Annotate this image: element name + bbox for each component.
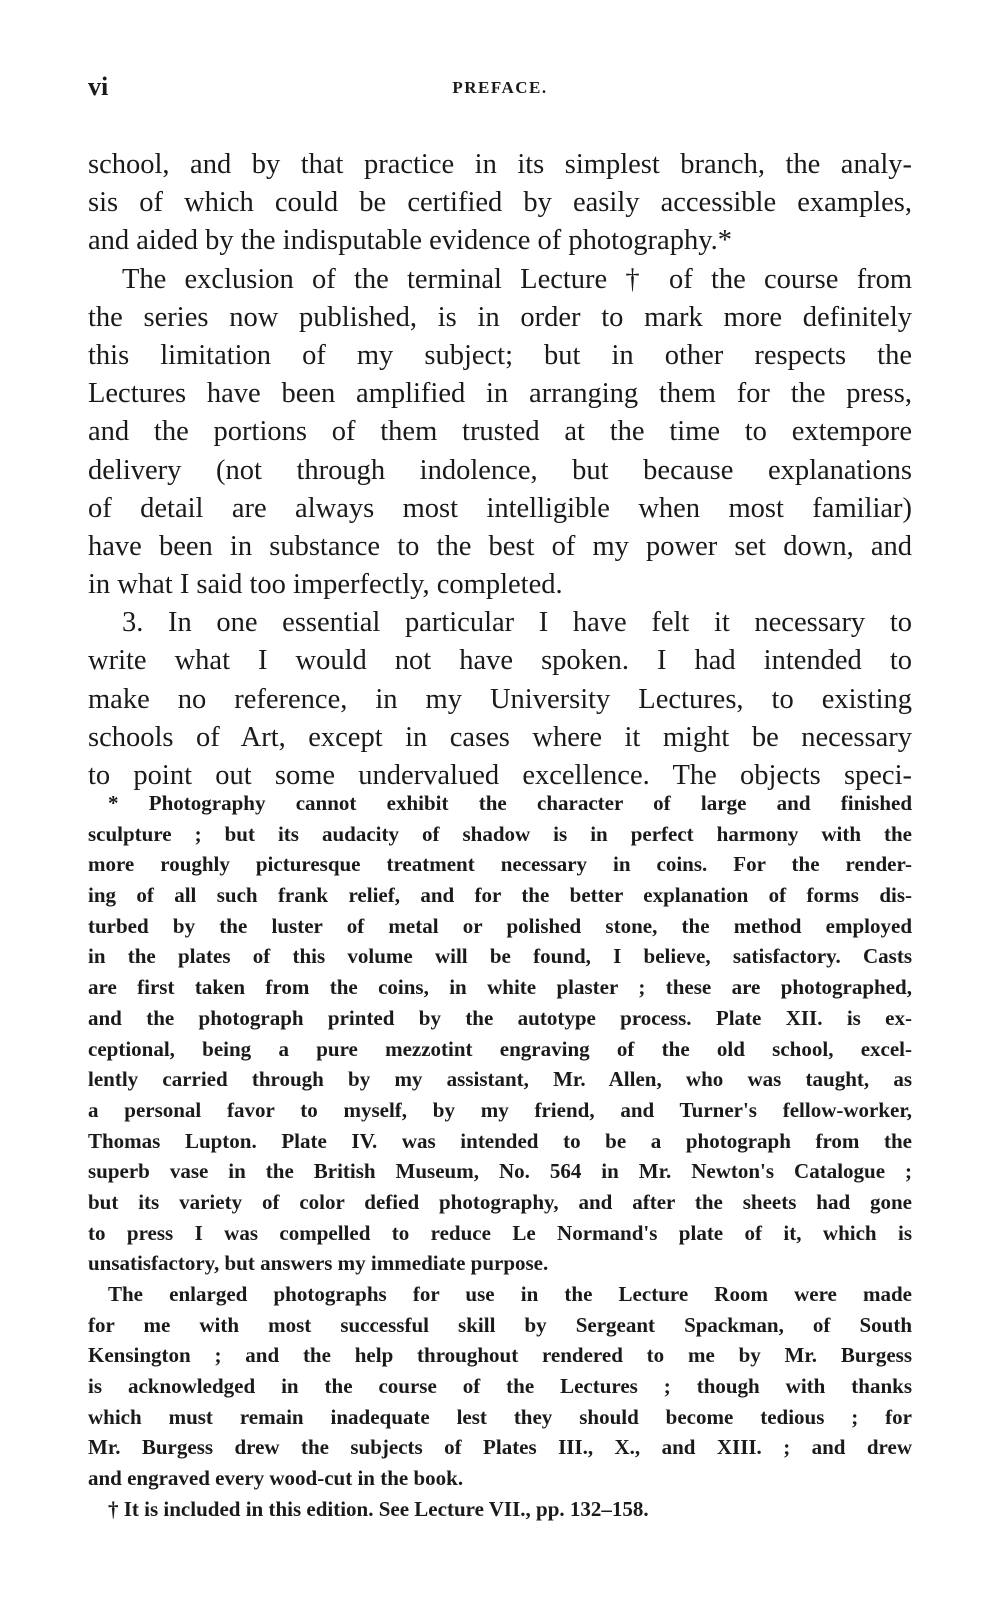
footnote-line: and the photograph printed by the autotype process. Plate XII. is ex-: [88, 1005, 912, 1030]
footnote-line: more roughly picturesque treatment necessary in coins. For the render-: [88, 852, 912, 877]
text-line: to point out some undervalued excellence. The objects speci-: [88, 760, 912, 791]
text-line: make no reference, in my University Lectures, to existing: [88, 683, 912, 715]
text-line: write what I would not have spoken. I had intended to: [88, 645, 912, 677]
text-line: sis of which could be certified by easily accessible examples,: [88, 187, 912, 219]
footnote-line: in the plates of this volume will be found, I believe, satisfactory. Casts: [88, 944, 912, 969]
text-line: the series now published, is in order to mark more definitely: [88, 301, 912, 333]
footnote-line: a personal favor to myself, by my friend, and Turner's fellow-worker,: [88, 1097, 912, 1122]
footnote-line: * Photography cannot exhibit the character of large and finished: [108, 791, 912, 815]
footnote-line: Kensington ; and the help throughout rendered to me by Mr. Burgess: [88, 1343, 912, 1368]
text-line: 3. In one essential particular I have felt it necessary to: [122, 607, 912, 639]
running-header: [88, 72, 912, 106]
text-line: of detail are always most intelligible when most familiar): [88, 492, 912, 524]
footnote-line: Mr. Burgess drew the subjects of Plates III., X., and XIII. ; and drew: [88, 1435, 912, 1460]
page-number: vi: [88, 72, 109, 101]
footnote-line: turbed by the luster of metal or polished stone, the method employed: [88, 913, 912, 938]
footnotes: [88, 788, 912, 1525]
footnote-line: is acknowledged in the course of the Lectures ; though with thanks: [88, 1374, 912, 1399]
text-line: have been in substance to the best of my power set down, and: [88, 530, 912, 562]
text-line: schools of Art, except in cases where it might be necessary: [88, 721, 912, 753]
footnote-line: but its variety of color defied photography, and after the sheets had gone: [88, 1189, 912, 1214]
text-line: delivery (not through indolence, but because explanations: [88, 454, 912, 486]
text-line: Lectures have been amplified in arranging them for the press,: [88, 378, 912, 410]
footnote-line: Thomas Lupton. Plate IV. was intended to be a photograph from the: [88, 1128, 912, 1153]
footnote-line: unsatisfactory, but answers my immediate purpose.: [88, 1251, 549, 1276]
text-line: and aided by the indisputable evidence of photography.*: [88, 225, 732, 257]
text-line: The exclusion of the terminal Lecture † of the course from: [122, 263, 912, 295]
footnote-line: superb vase in the British Museum, No. 564 in Mr. Newton's Catalogue ;: [88, 1159, 912, 1184]
footnote-line: for me with most successful skill by Sergeant Spackman, of South: [88, 1312, 912, 1337]
text-line: school, and by that practice in its simplest branch, the analy-: [88, 149, 912, 180]
text-line: in what I said too imperfectly, completed.: [88, 569, 563, 601]
footnote-line: ceptional, being a pure mezzotint engraving of the old school, excel-: [88, 1036, 912, 1061]
running-title: PREFACE.: [452, 78, 548, 97]
footnote-line: and engraved every wood-cut in the book.: [88, 1466, 464, 1491]
footnote-line: which must remain inadequate lest they should become tedious ; for: [88, 1404, 912, 1429]
footnote-line: are first taken from the coins, in white plaster ; these are photographed,: [88, 975, 912, 1000]
footnote-line: ing of all such frank relief, and for the better explanation of forms dis-: [88, 883, 912, 908]
footnote-line: lently carried through by my assistant, Mr. Allen, who was taught, as: [88, 1067, 912, 1092]
footnote-line: to press I was compelled to reduce Le Normand's plate of it, which is: [88, 1220, 912, 1245]
footnote-line: † It is included in this edition. See Lecture VII., pp. 132–158.: [108, 1496, 649, 1521]
footnote-line: sculpture ; but its audacity of shadow is in perfect harmony with the: [88, 821, 912, 846]
text-line: this limitation of my subject; but in other respects the: [88, 339, 912, 371]
footnote-line: The enlarged photographs for use in the Lecture Room were made: [108, 1282, 912, 1306]
text-line: and the portions of them trusted at the time to extempore: [88, 416, 912, 448]
body-text: [88, 146, 912, 795]
